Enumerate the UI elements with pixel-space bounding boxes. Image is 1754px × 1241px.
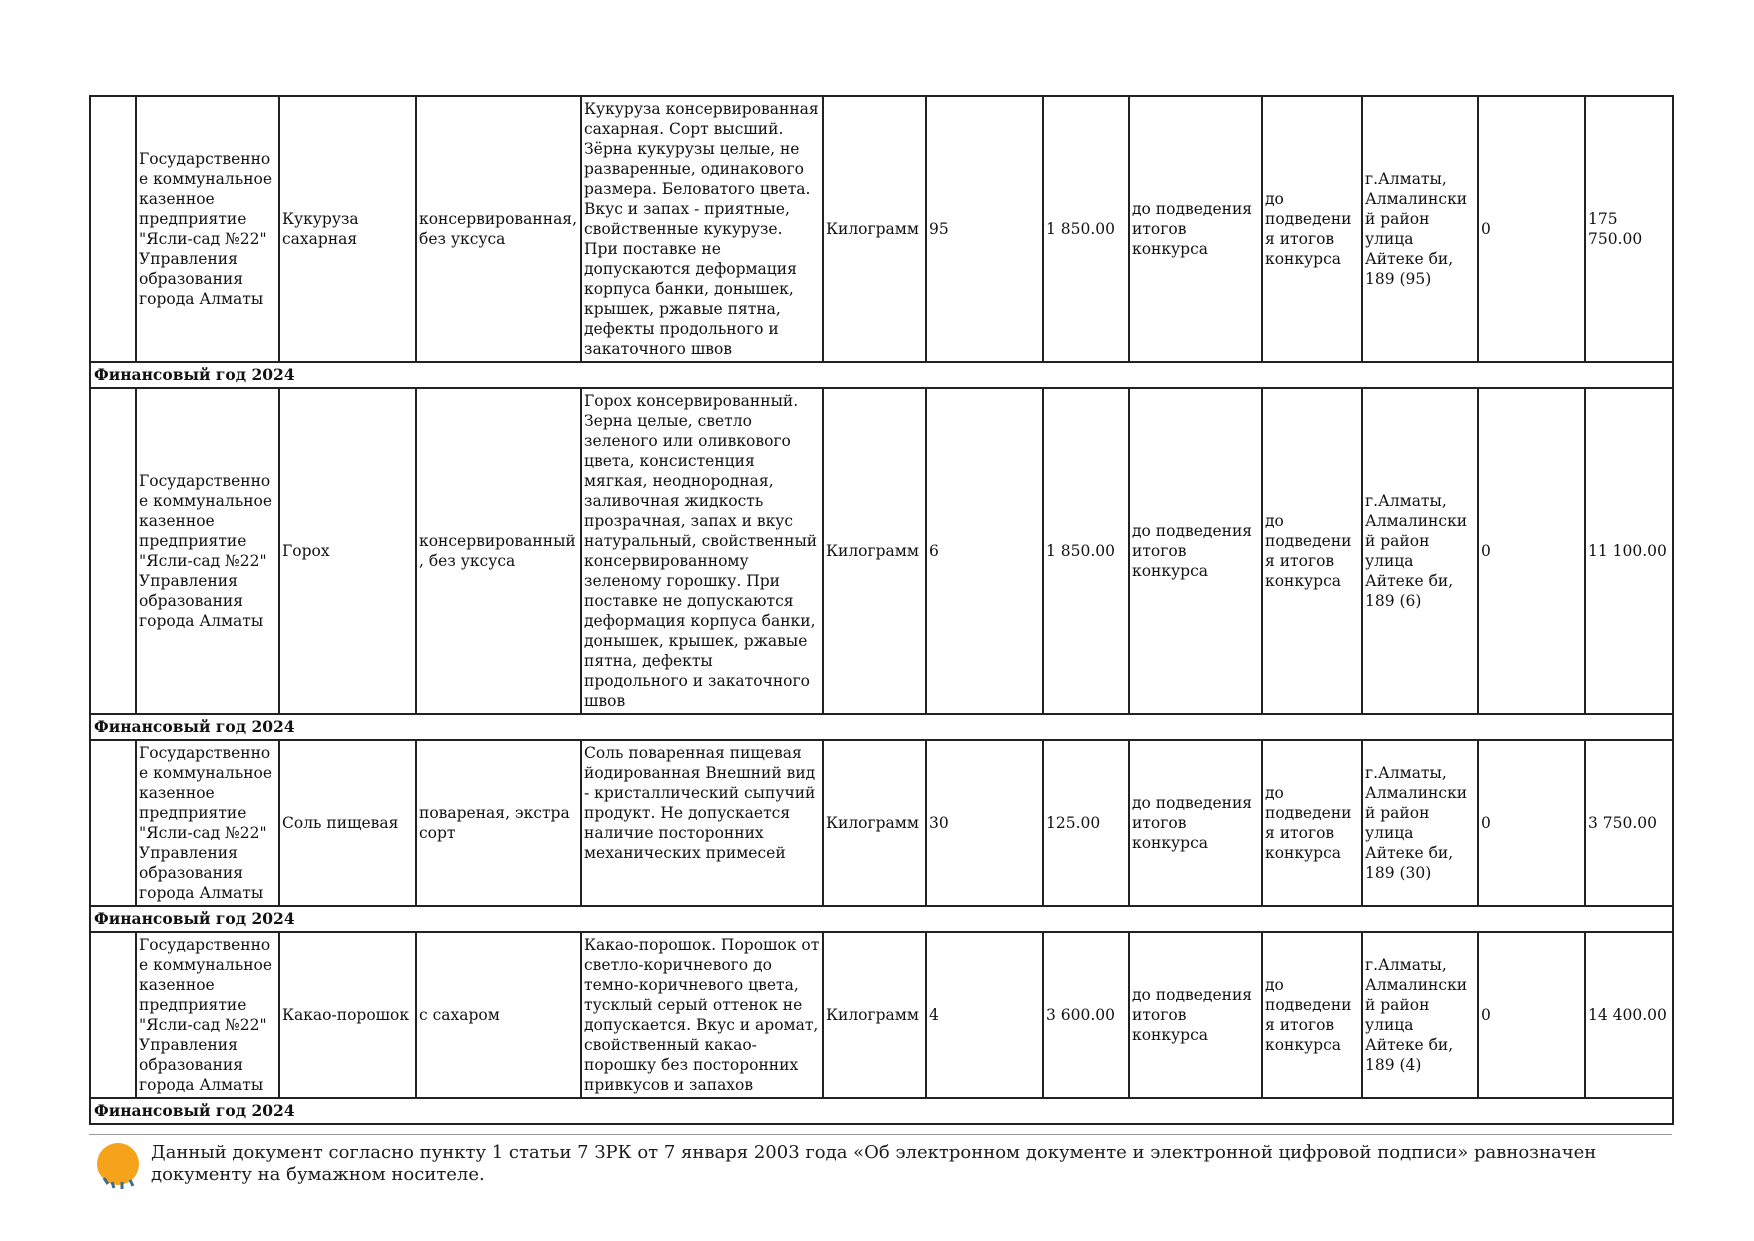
delivery-term-cell: до подведения итогов конкурса: [1129, 932, 1262, 1098]
item-description-cell: Соль поваренная пищевая йодированная Внешний вид - кристаллический сыпучий продукт. Не допускается наличие посторонних механических примесей: [581, 740, 823, 906]
advance-cell: 0: [1478, 932, 1585, 1098]
item-characteristic-cell: с сахаром: [416, 932, 581, 1098]
fiscal-year-row: [90, 906, 1673, 932]
unit-cell: Килограмм: [823, 388, 926, 714]
fiscal-year-label: Финансовый год 2024: [90, 1098, 1673, 1124]
egov-sun-logo-icon: [94, 1140, 144, 1192]
item-name-cell: Горох: [279, 388, 416, 714]
fiscal-year-label: Финансовый год 2024: [90, 362, 1673, 388]
price-cell: 125.00: [1043, 740, 1129, 906]
table-row: [90, 388, 1673, 714]
price-cell: 1 850.00: [1043, 388, 1129, 714]
table-row: [90, 740, 1673, 906]
item-description-cell: Кукуруза консервированная сахарная. Сорт высший. Зёрна кукурузы целые, не разваренные, одинакового размера. Беловатого цвета. Вкус и запах - приятные, свойственные кукурузе. При поставке не допускаются деформация корпуса банки, донышек, крышек, ржавые пятна, дефекты продольного и закаточного швов: [581, 96, 823, 362]
delivery-address-cell: г.Алматы, Алмалинский район улица Айтеке би, 189 (95): [1362, 96, 1478, 362]
legal-notice: Данный документ согласно пункту 1 статьи 7 ЗРК от 7 января 2003 года «Об электронном документе и электронной цифровой подписи» равнозначен документу на бумажном носителе.: [151, 1142, 1597, 1185]
total-cell: 14 400.00: [1585, 932, 1673, 1098]
row-number-cell: [90, 740, 136, 906]
delivery-address-cell: г.Алматы, Алмалинский район улица Айтеке би, 189 (30): [1362, 740, 1478, 906]
total-cell: 175 750.00: [1585, 96, 1673, 362]
quantity-cell: 30: [926, 740, 1043, 906]
row-number-cell: [90, 932, 136, 1098]
row-number-cell: [90, 96, 136, 362]
delivery-term-2-cell: до подведения итогов конкурса: [1262, 740, 1362, 906]
total-cell: 11 100.00: [1585, 388, 1673, 714]
advance-cell: 0: [1478, 740, 1585, 906]
delivery-term-cell: до подведения итогов конкурса: [1129, 740, 1262, 906]
row-number-cell: [90, 388, 136, 714]
item-name-cell: Какао-порошок: [279, 932, 416, 1098]
customer-cell: Государственное коммунальное казенное предприятие "Ясли-сад №22" Управления образования города Алматы: [136, 388, 279, 714]
footer: [89, 1140, 1672, 1196]
customer-cell: Государственное коммунальное казенное предприятие "Ясли-сад №22" Управления образования города Алматы: [136, 96, 279, 362]
unit-cell: Килограмм: [823, 740, 926, 906]
total-cell: 3 750.00: [1585, 740, 1673, 906]
table-row: [90, 932, 1673, 1098]
item-characteristic-cell: консервированный, без уксуса: [416, 388, 581, 714]
customer-cell: Государственное коммунальное казенное предприятие "Ясли-сад №22" Управления образования города Алматы: [136, 932, 279, 1098]
footer-divider: [89, 1134, 1672, 1135]
advance-cell: 0: [1478, 96, 1585, 362]
item-description-cell: Горох консервированный. Зерна целые, светло зеленого или оливкового цвета, консистенция мягкая, неоднородная, заливочная жидкость прозрачная, запах и вкус натуральный, свойственный консервированному зеленому горошку. При поставке не допускаются деформация корпуса банки, донышек, крышек, ржавые пятна, дефекты продольного и закаточного швов: [581, 388, 823, 714]
item-name-cell: Кукуруза сахарная: [279, 96, 416, 362]
fiscal-year-row: [90, 1098, 1673, 1124]
price-cell: 3 600.00: [1043, 932, 1129, 1098]
procurement-table: [89, 95, 1674, 1125]
advance-cell: 0: [1478, 388, 1585, 714]
item-description-cell: Какао-порошок. Порошок от светло-коричневого до темно-коричневого цвета, тусклый серый оттенок не допускается. Вкус и аромат, свойственный какао-порошку без посторонних привкусов и запахов: [581, 932, 823, 1098]
unit-cell: Килограмм: [823, 96, 926, 362]
delivery-term-cell: до подведения итогов конкурса: [1129, 388, 1262, 714]
delivery-term-2-cell: до подведения итогов конкурса: [1262, 96, 1362, 362]
fiscal-year-label: Финансовый год 2024: [90, 714, 1673, 740]
item-characteristic-cell: консервированная, без уксуса: [416, 96, 581, 362]
delivery-term-2-cell: до подведения итогов конкурса: [1262, 932, 1362, 1098]
unit-cell: Килограмм: [823, 932, 926, 1098]
customer-cell: Государственное коммунальное казенное предприятие "Ясли-сад №22" Управления образования города Алматы: [136, 740, 279, 906]
quantity-cell: 6: [926, 388, 1043, 714]
fiscal-year-row: [90, 362, 1673, 388]
quantity-cell: 95: [926, 96, 1043, 362]
price-cell: 1 850.00: [1043, 96, 1129, 362]
table-row: [90, 96, 1673, 362]
delivery-address-cell: г.Алматы, Алмалинский район улица Айтеке би, 189 (6): [1362, 388, 1478, 714]
delivery-term-2-cell: до подведения итогов конкурса: [1262, 388, 1362, 714]
quantity-cell: 4: [926, 932, 1043, 1098]
fiscal-year-row: [90, 714, 1673, 740]
item-name-cell: Соль пищевая: [279, 740, 416, 906]
fiscal-year-label: Финансовый год 2024: [90, 906, 1673, 932]
delivery-term-cell: до подведения итогов конкурса: [1129, 96, 1262, 362]
item-characteristic-cell: повареная, экстра сорт: [416, 740, 581, 906]
delivery-address-cell: г.Алматы, Алмалинский район улица Айтеке би, 189 (4): [1362, 932, 1478, 1098]
